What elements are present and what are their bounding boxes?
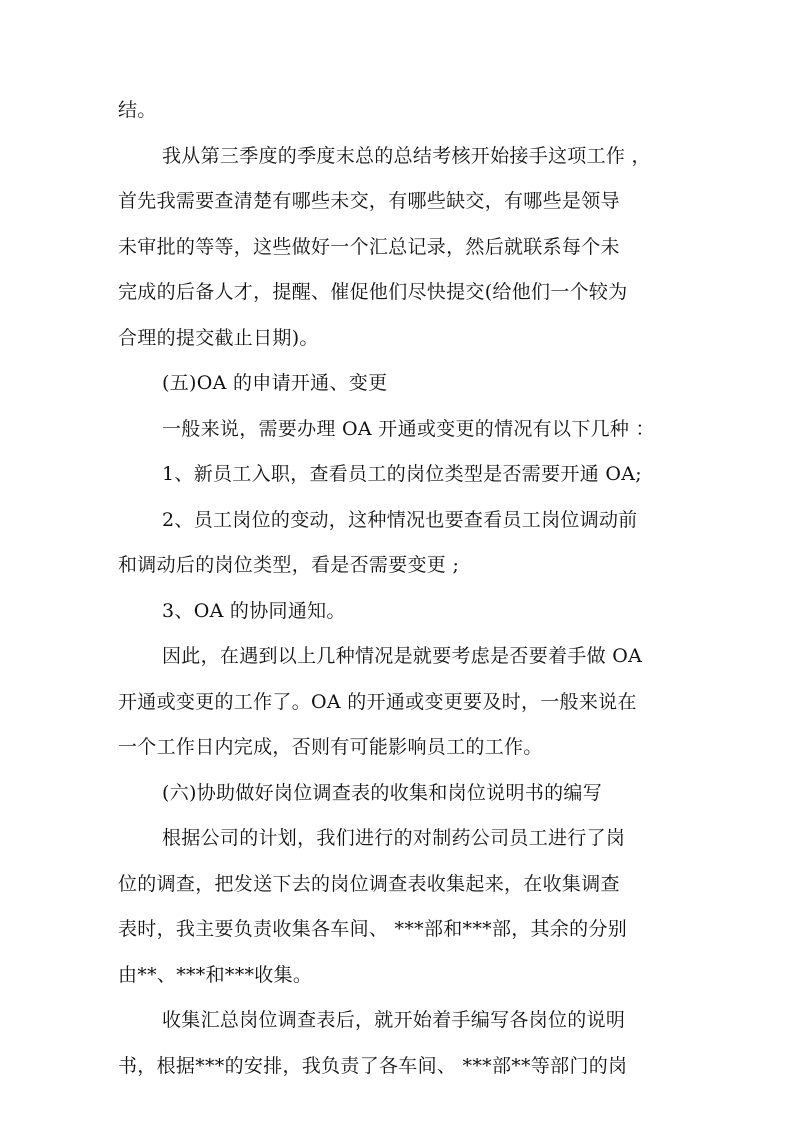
- text-line: 收集汇总岗位调查表后，就开始着手编写各岗位的说明: [162, 1009, 626, 1031]
- text-line: 首先我需要查清楚有哪些未交，有哪些缺交，有哪些是领导: [118, 190, 620, 212]
- list-item: 2、员工岗位的变动，这种情况也要查看员工岗位调动前: [162, 508, 638, 531]
- text-line: 表时，我主要负责收集各车间、 ***部和***部，其余的分别: [118, 918, 628, 940]
- text-line: 未审批的等等，这些做好一个汇总记录，然后就联系每个未: [118, 235, 620, 258]
- section-heading: (五)OA 的申请开通、变更: [162, 372, 388, 394]
- text-line: 一个工作日内完成，否则有可能影响员工的工作。: [118, 736, 543, 758]
- text-line: 位的调查，把发送下去的岗位调查表收集起来，在收集调查: [118, 872, 620, 895]
- text-line: 结。: [118, 99, 157, 121]
- text-line: 和调动后的岗位类型，看是否需要变更 ;: [118, 554, 460, 576]
- text-line: 由**、***和***收集。: [118, 963, 313, 986]
- text-line: 合理的提交截止日期)。: [118, 326, 319, 349]
- text-line: 书，根据***的安排，我负责了各车间、 ***部**等部门的岗: [118, 1054, 628, 1077]
- section-heading: (六)协助做好岗位调查表的收集和岗位说明书的编写: [162, 781, 603, 804]
- text-line: 根据公司的计划，我们进行的对制药公司员工进行了岗: [162, 827, 626, 849]
- text-line: 我从第三季度的季度末总的总结考核开始接手这项工作 ，: [162, 144, 651, 167]
- text-line: 开通或变更的工作了。OA 的开通或变更要及时，一般来说在: [118, 690, 637, 713]
- text-line: 因此，在遇到以上几种情况是就要考虑是否要着手做 OA: [162, 645, 643, 667]
- list-item: 1、新员工入职，查看员工的岗位类型是否需要开通 OA;: [162, 463, 642, 485]
- body-text: [118, 88, 678, 1089]
- text-line: 完成的后备人才，提醒、催促他们尽快提交(给他们一个较为: [118, 281, 628, 303]
- text-line: 一般来说，需要办理 OA 开通或变更的情况有以下几种 ：: [162, 417, 655, 440]
- list-item: 3、OA 的协同通知。: [162, 599, 346, 622]
